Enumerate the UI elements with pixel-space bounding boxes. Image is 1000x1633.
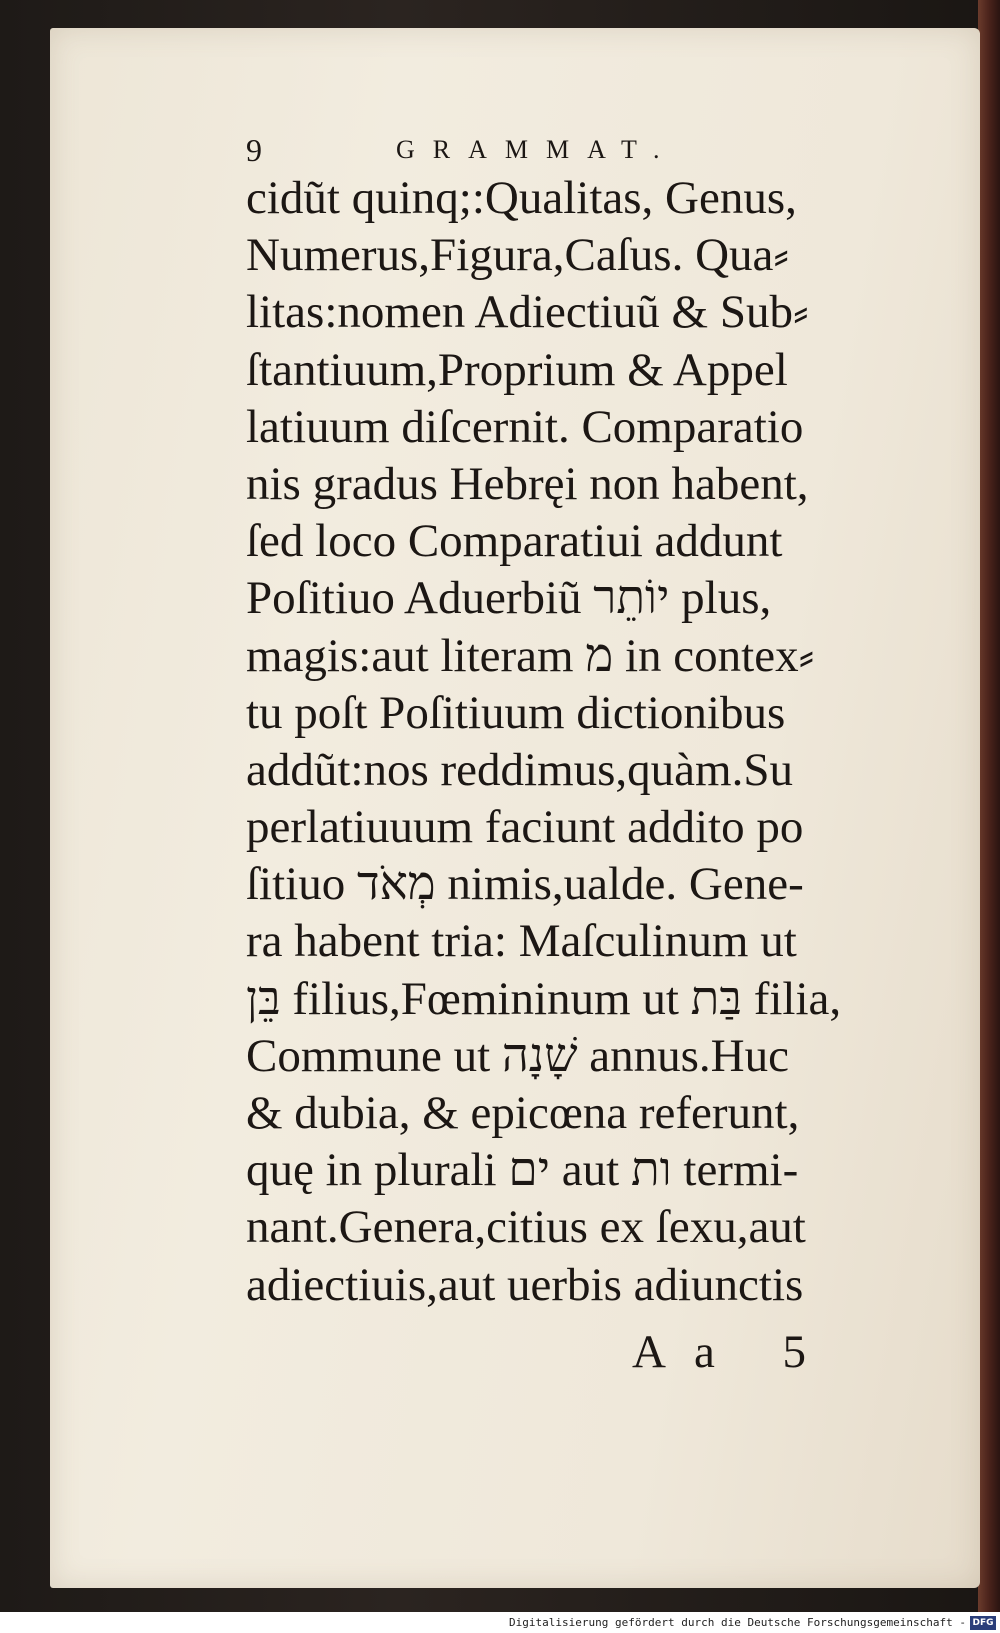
text-line: quę in plurali ים aut ות termi- — [246, 1144, 799, 1197]
book-binding-edge — [978, 0, 1000, 1612]
text-line: ra habent tria: Maſculinum ut — [246, 915, 797, 968]
text-line: addũt:nos reddimus,quàm.Su — [246, 743, 793, 796]
text-line: & dubia, & epicœna referunt, — [246, 1087, 800, 1139]
text-line: Commune ut שָׁנָה annus.Huc — [246, 1029, 789, 1082]
running-title: GRAMMAT. — [396, 135, 678, 164]
text-line: nis gradus Hebręi non habent, — [246, 457, 809, 510]
text-line: latiuum diſcernit. Comparatio — [246, 400, 804, 453]
text-line: cidũt quinq;:Qualitas, Genus, — [246, 172, 797, 224]
signature-line — [246, 1320, 926, 1384]
book-page — [50, 28, 980, 1588]
text-line: ſed loco Comparatiui addunt — [246, 515, 783, 568]
gathering-signature: Aa 5 — [632, 1325, 835, 1378]
text-line: magis:aut literam מ in contex⸗ — [246, 629, 815, 682]
dfg-logo: DFG — [970, 1616, 996, 1630]
text-line: perlatiuuum faciunt addito po — [246, 801, 804, 854]
folio-number: 9 — [246, 132, 262, 168]
text-line: Numerus,Figura,Caſus. Qua⸗ — [246, 229, 790, 282]
text-line: adiectiuis,aut uerbis adiunctis — [246, 1258, 804, 1311]
footer-bar — [0, 1612, 1000, 1633]
text-line: Poſitiuo Aduerbiũ יוֹתֵר plus, — [246, 572, 772, 625]
funding-credit: Digitalisierung gefördert durch die Deutsche Forschungsgemeinschaft - — [509, 1616, 966, 1629]
text-line: בֵּן filius,Fœmininum ut בַּת filia, — [246, 972, 842, 1025]
page-content — [246, 130, 926, 1384]
running-head — [246, 130, 926, 170]
text-line: tu poſt Poſitiuum dictionibus — [246, 686, 786, 739]
text-line: ſitiuo מְאֹד nimis,ualde. Gene- — [246, 858, 804, 911]
text-line: ſtantiuum,Proprium & Appel — [246, 343, 788, 396]
text-line: nant.Genera,citius ex ſexu,aut — [246, 1201, 806, 1254]
text-line: litas:nomen Adiectiuũ & Sub⸗ — [246, 286, 809, 339]
text-block — [246, 170, 926, 1314]
